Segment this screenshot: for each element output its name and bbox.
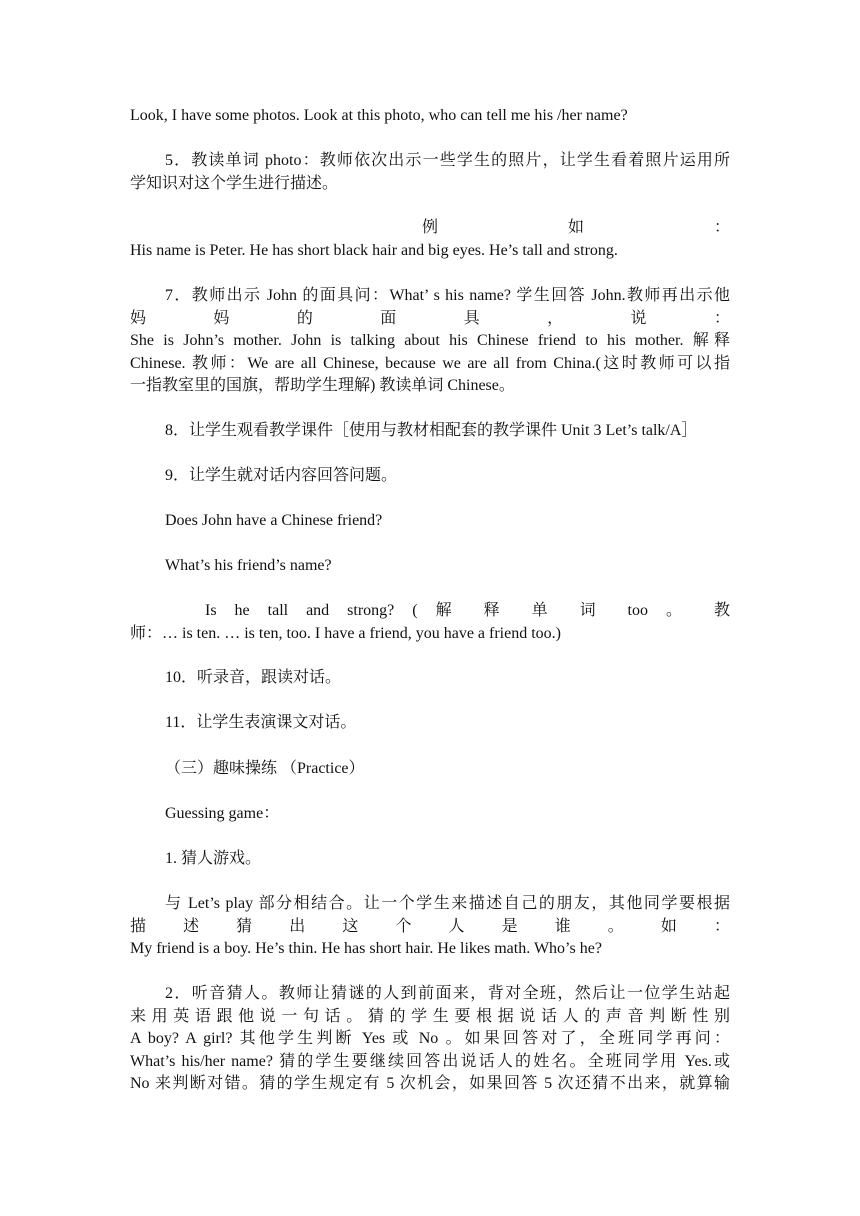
example-line-1: 例 如 ： (422, 219, 730, 236)
example-paragraph (130, 217, 730, 262)
question-2: What’s his friend’s name? (165, 557, 332, 574)
game-1-line-3: My friend is a boy. He’s thin. He has short hair. He likes math. Who’s he? (130, 940, 602, 957)
game-2-line-5: No 来判断对错。猜的学生规定有 5 次机会，如果回答 5 次还猜不出来，就算输 (130, 1075, 730, 1092)
intro-paragraph (130, 105, 730, 128)
game-2-line-1: 2．听音猜人。教师让猜谜的人到前面来，背对全班，然后让一位学生站起 (165, 985, 730, 1002)
intro-line: Look, I have some photos. Look at this photo, who can tell me his /her name? (130, 107, 628, 124)
step7-line-2: 妈 妈 的 面 具 ， 说 ： (130, 309, 730, 327)
step7-line-5: 一指教室里的国旗，帮助学生理解) 教读单词 Chinese。 (130, 377, 515, 394)
step9-paragraph: 9．让学生就对话内容回答问题。 (165, 467, 398, 484)
question-1: Does John have a Chinese friend? (165, 512, 383, 529)
step5-line-2: 学知识对这个学生进行描述。 (130, 174, 339, 192)
step7-line-1: 7．教师出示 John 的面具问：What’ s his name? 学生回答 John.教师再出示他 (165, 287, 730, 304)
step8-paragraph: 8．让学生观看教学课件［使用与教材相配套的教学课件 Unit 3 Let’s talk/A］ (165, 422, 698, 439)
game-1-title: 1. 猜人游戏。 (165, 850, 262, 867)
game-2-line-2: 来用英语跟他说一句话。猜的学生要根据说话人的声音判断性别 (130, 1007, 730, 1025)
step5-paragraph (130, 150, 730, 195)
step7-paragraph (130, 285, 730, 398)
game-2-line-4: What’s his/her name? 猜的学生要继续回答出说话人的姓名。全班同学用 Yes.或 (130, 1052, 730, 1070)
step7-line-4: Chinese. 教师：We are all Chinese, because we are all from China.(这时教师可以指 (130, 354, 730, 372)
game-2-paragraph (130, 983, 730, 1096)
game-1-line-1: 与 Let’s play 部分相结合。让一个学生来描述自己的朋友，其他同学要根据 (165, 895, 730, 912)
step5-line-1: 5．教读单词 photo：教师依次出示一些学生的照片，让学生看着照片运用所 (165, 152, 730, 169)
question-3-paragraph (130, 600, 730, 645)
game-1-description (130, 893, 730, 961)
question-3-line-2: 师：… is ten. … is ten, too. I have a friend, you have a friend too.) (130, 624, 562, 642)
example-line-2: His name is Peter. He has short black hair and big eyes. He’s tall and strong. (130, 241, 618, 259)
step11-paragraph: 11．让学生表演课文对话。 (165, 714, 357, 731)
step10-paragraph: 10．听录音，跟读对话。 (165, 669, 342, 686)
guessing-game-label: Guessing game： (165, 805, 280, 822)
question-3-line-1: Is he tall and strong? ( 解 释 单 词 too 。 教 (205, 602, 730, 619)
step7-line-3: She is John’s mother. John is talking about his Chinese friend to his mother. 解释 (130, 332, 730, 349)
game-1-line-2: 描 述 猜 出 这 个 人 是 谁 。 如 ： (130, 917, 730, 935)
game-2-line-3: A boy? A girl? 其他学生判断 Yes 或 No 。如果回答对了，全班同学再问： (130, 1030, 730, 1047)
practice-heading: （三）趣味操练 （Practice） (165, 760, 365, 777)
